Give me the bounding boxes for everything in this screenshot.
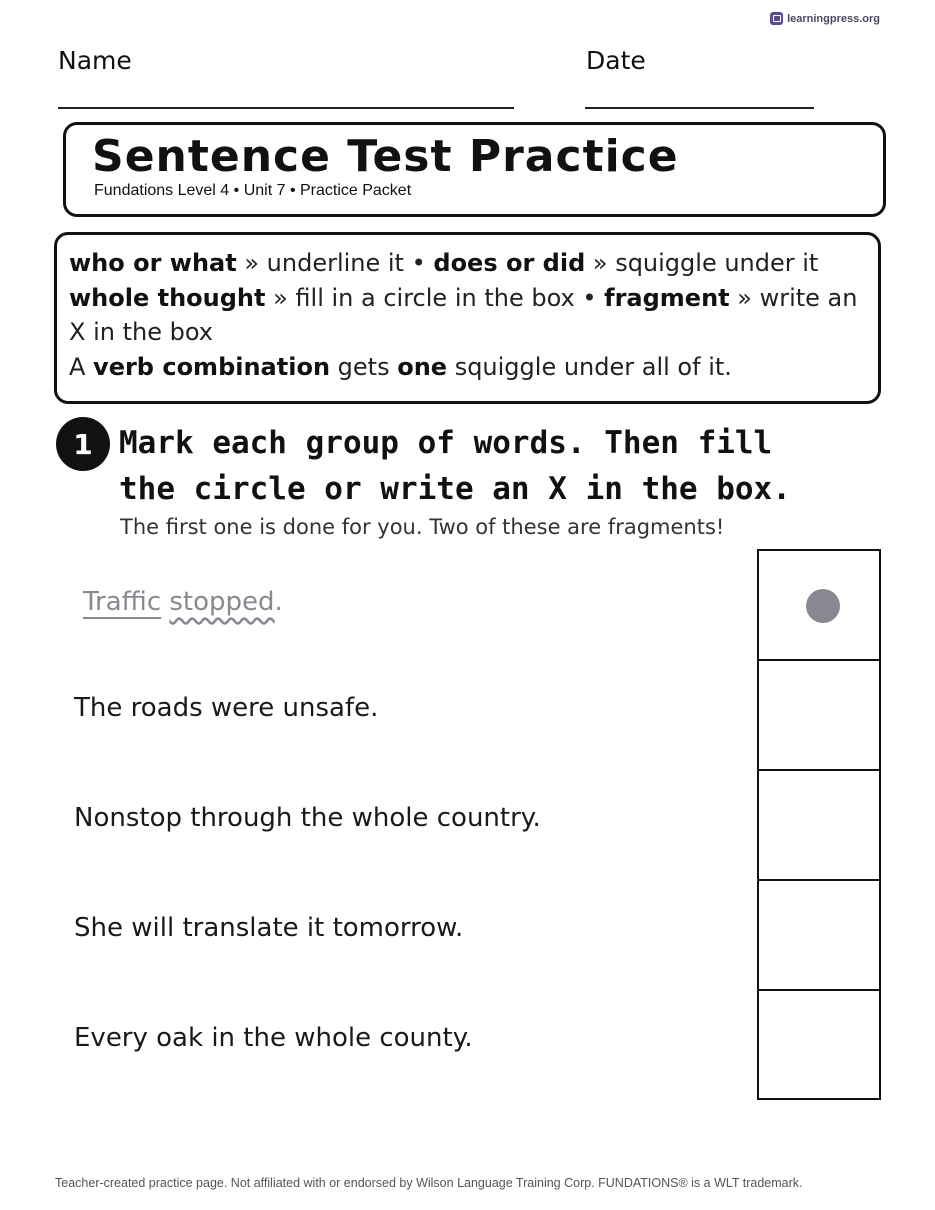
example-period: . xyxy=(274,587,283,617)
sentence-item-4[interactable]: Every oak in the whole county. xyxy=(74,1023,473,1053)
rule-verb-combination xyxy=(69,349,866,385)
rule-key-does-did: does or did xyxy=(433,249,586,277)
answer-box-1[interactable] xyxy=(759,661,879,771)
brand-logo xyxy=(770,12,880,25)
rule-key-who-what: who or what xyxy=(69,249,237,277)
answer-box-example xyxy=(759,551,879,661)
question-number-badge: 1 xyxy=(56,417,110,471)
filled-circle-icon xyxy=(806,589,840,623)
rule-text: squiggle under all of it. xyxy=(447,353,732,381)
sentence-item-2[interactable]: Nonstop through the whole country. xyxy=(74,803,541,833)
sentence-item-1[interactable]: The roads were unsafe. xyxy=(74,693,379,723)
rule-text: » squiggle under it xyxy=(585,249,819,277)
rule-text: gets xyxy=(330,353,398,381)
title-box xyxy=(63,122,886,217)
rule-text: A xyxy=(69,353,94,381)
date-line[interactable] xyxy=(585,107,814,109)
rule-key-whole-thought: whole thought xyxy=(69,284,266,312)
rule-text: » write an X in the box xyxy=(69,284,858,346)
answer-box-4[interactable] xyxy=(759,991,879,1101)
page-subtitle: Fundations Level 4 • Unit 7 • Practice Packet xyxy=(94,182,412,199)
rules-box xyxy=(54,232,881,404)
rule-whole-fragment xyxy=(69,281,866,349)
example-verb: stopped xyxy=(169,587,275,617)
rule-key-verb-combination: verb combination xyxy=(93,353,331,381)
book-icon xyxy=(770,12,783,25)
page-title: Sentence Test Practice xyxy=(92,131,679,182)
rule-subject-verb xyxy=(69,245,866,281)
brand-text: learningpress.org xyxy=(787,12,880,25)
example-subject: Traffic xyxy=(83,587,162,617)
question-note: The first one is done for you. Two of these are fragments! xyxy=(120,515,725,539)
answer-box-column xyxy=(757,549,881,1100)
answer-box-3[interactable] xyxy=(759,881,879,991)
date-label: Date xyxy=(586,46,646,75)
name-line[interactable] xyxy=(58,107,514,109)
sentence-item-3[interactable]: She will translate it tomorrow. xyxy=(74,913,464,943)
rule-text: » fill in a circle in the box • xyxy=(265,284,605,312)
example-sentence xyxy=(83,587,283,617)
rule-key-fragment: fragment xyxy=(604,284,730,312)
footer-disclaimer: Teacher-created practice page. Not affiliated with or endorsed by Wilson Language Training Corp. FUNDATIONS® is a WLT trademark. xyxy=(55,1176,803,1190)
question-prompt: Mark each group of words. Then fill the circle or write an X in the box. xyxy=(119,425,791,507)
answer-box-2[interactable] xyxy=(759,771,879,881)
rule-key-one: one xyxy=(397,353,448,381)
rule-text: » underline it • xyxy=(236,249,434,277)
name-label: Name xyxy=(58,46,132,75)
